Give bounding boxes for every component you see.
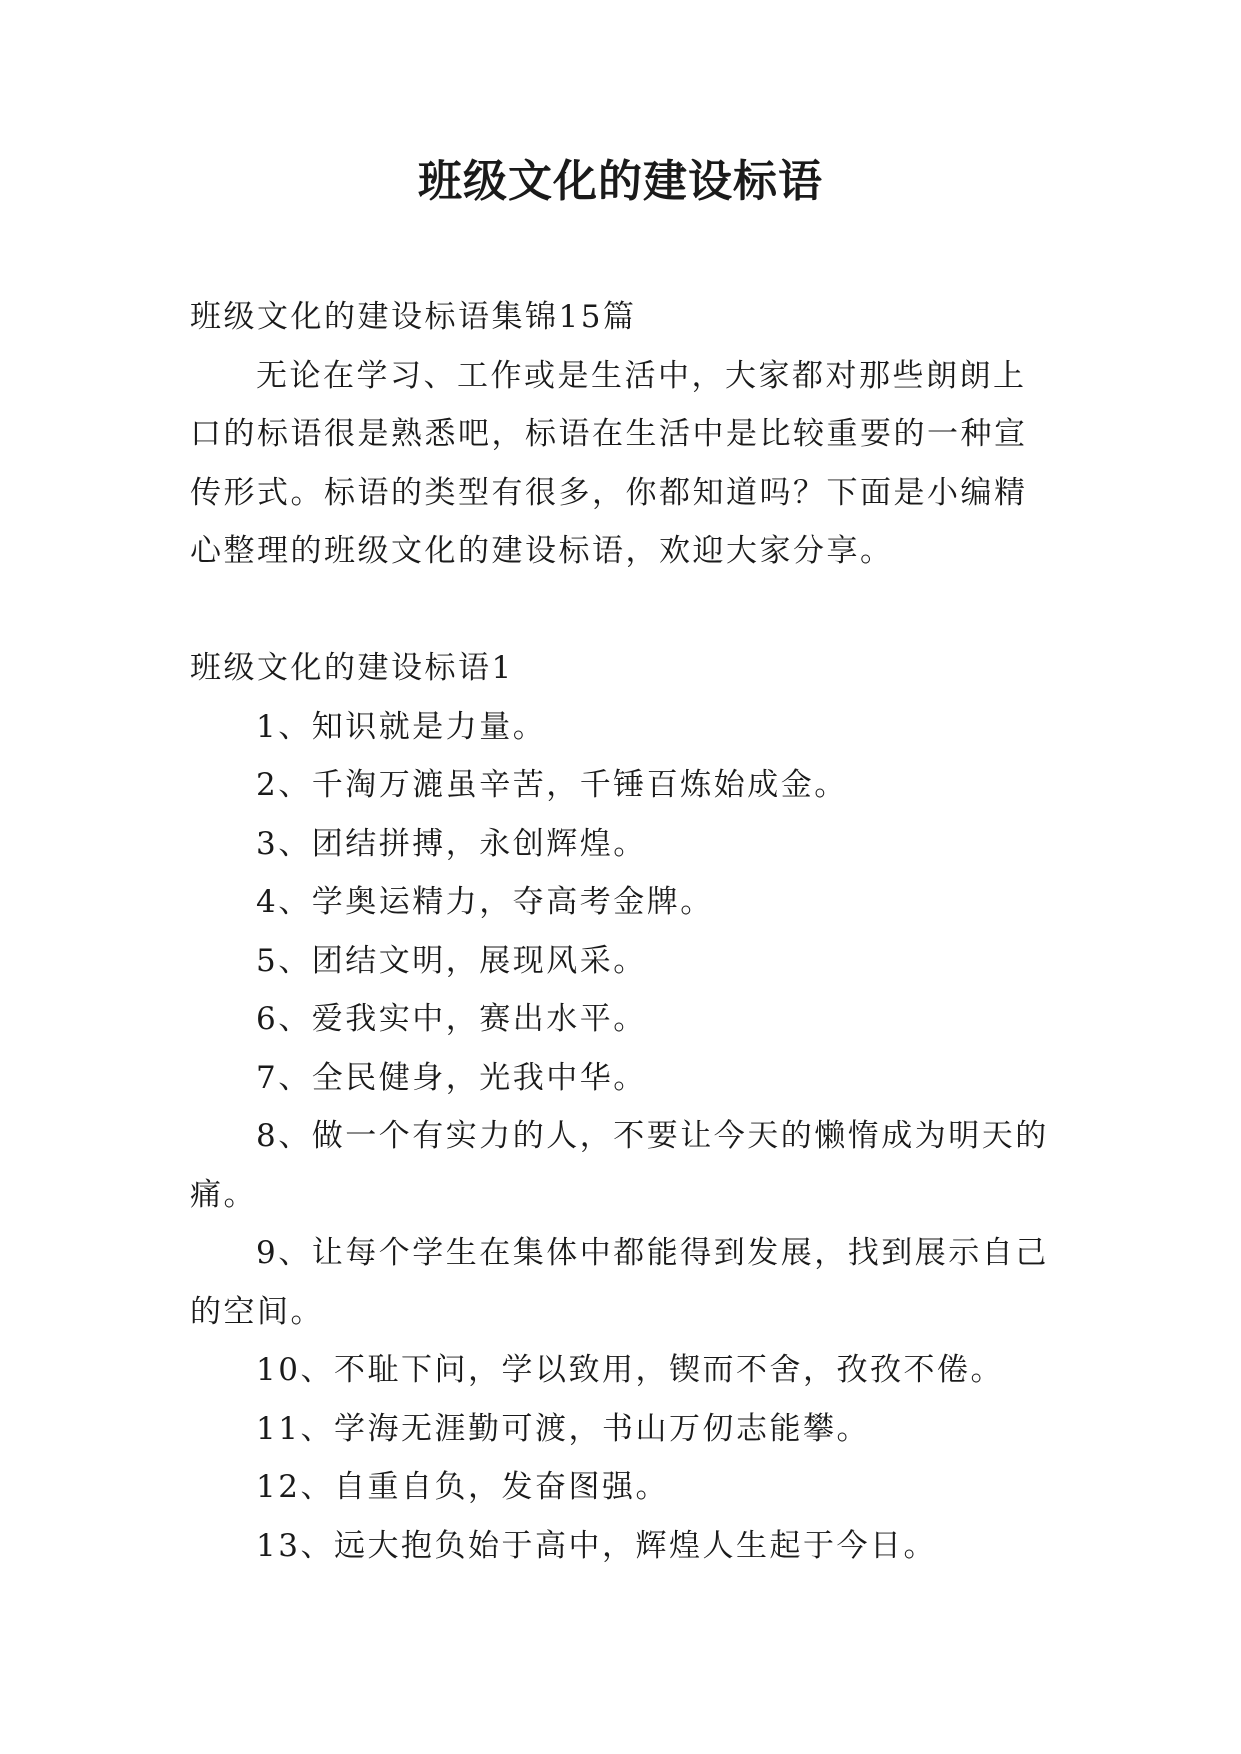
section-heading: 班级文化的建设标语1: [190, 650, 514, 686]
slogan-item: 8、做一个有实力的人，不要让今天的懒惰成为明天的痛。: [190, 1118, 1049, 1213]
slogan-item: 3、团结拼搏，永创辉煌。: [256, 825, 647, 862]
document-title: 班级文化的建设标语: [418, 156, 823, 207]
slogan-item: 11、学海无涯勤可渡，书山万仞志能攀。: [256, 1410, 870, 1447]
intro-paragraph: 无论在学习、工作或是生活中，大家都对那些朗朗上口的标语很是熟悉吧，标语在生活中是比较重要的一种宣传形式。标语的类型有很多，你都知道吗？下面是小编精心整理的班级文化的建设标语，欢迎大家分享。: [190, 357, 1028, 569]
document-body: [190, 288, 1052, 1575]
slogan-item: 12、自重自负，发奋图强。: [256, 1469, 669, 1505]
paragraph-spacer: [190, 581, 1052, 640]
slogan-item: 5、团结文明，展现风采。: [256, 942, 647, 979]
slogan-item: 2、千淘万漉虽辛苦，千锤百炼始成金。: [256, 767, 848, 803]
slogan-item: 1、知识就是力量。: [256, 708, 547, 745]
slogan-item: 4、学奥运精力，夺高考金牌。: [256, 884, 714, 920]
slogan-item: 7、全民健身，光我中华。: [256, 1059, 647, 1096]
collection-subtitle: 班级文化的建设标语集锦15篇: [190, 299, 637, 335]
slogan-item: 6、爱我实中，赛出水平。: [256, 1001, 647, 1037]
slogan-item: 13、远大抱负始于高中，辉煌人生起于今日。: [256, 1527, 937, 1564]
slogan-item: 9、让每个学生在集体中都能得到发展，找到展示自己的空间。: [190, 1235, 1049, 1330]
slogan-item: 10、不耻下问，学以致用，锲而不舍，孜孜不倦。: [256, 1352, 1004, 1388]
